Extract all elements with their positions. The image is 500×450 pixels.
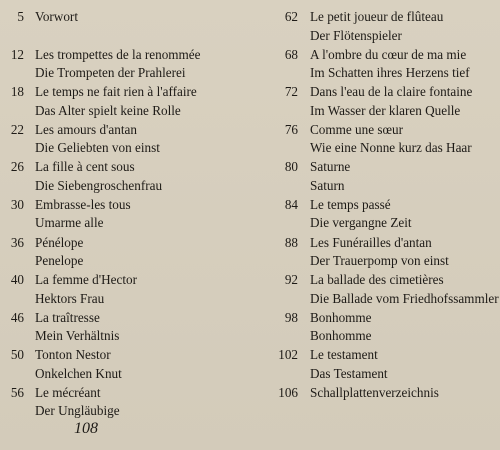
toc-title-german: Onkelchen Knut <box>35 365 122 381</box>
toc-title-german: Penelope <box>35 253 84 269</box>
toc-page-number: 72 <box>284 84 298 100</box>
toc-title-german: Das Alter spielt keine Rolle <box>35 102 181 118</box>
toc-title-french: Le mécréant <box>35 384 101 400</box>
toc-title-french: Le testament <box>310 347 378 363</box>
toc-entry <box>260 158 500 196</box>
toc-title-french: Dans l'eau de la claire fontaine <box>310 84 473 100</box>
toc-page-number: 84 <box>284 196 298 212</box>
toc-title-french: Les amours d'antan <box>35 121 137 137</box>
toc-title-german: Im Wasser der klaren Quelle <box>310 102 461 118</box>
toc-page-number: 12 <box>10 46 24 62</box>
toc-title-french: Comme une sœur <box>310 121 404 137</box>
toc-entry <box>0 46 250 84</box>
toc-page-number: 5 <box>17 9 24 24</box>
toc-page-number: 56 <box>10 384 24 400</box>
toc-column-left <box>0 8 250 422</box>
toc-title-german: Bonhomme <box>310 328 372 344</box>
toc-title-french: A l'ombre du cœur de ma mie <box>310 46 467 62</box>
toc-title-german: Die Ballade vom Friedhofssammler <box>310 290 499 306</box>
toc-title-french: Le temps passé <box>310 196 391 212</box>
toc-entry <box>260 8 500 46</box>
toc-title-french: Saturne <box>310 159 351 175</box>
toc-title-french: Pénélope <box>35 234 84 250</box>
toc-page-number: 102 <box>278 347 298 363</box>
toc-entry <box>0 8 250 46</box>
toc-page-number: 36 <box>10 234 24 250</box>
toc-title-french: Embrasse-les tous <box>35 196 131 212</box>
toc-page-number: 106 <box>278 384 298 400</box>
toc-page-number: 18 <box>10 84 24 100</box>
toc-title-german: Der Flötenspieler <box>310 27 402 43</box>
toc-title-german: Das Testament <box>310 365 388 381</box>
toc-title-german: Der Trauerpomp von einst <box>310 253 449 269</box>
toc-title-french: Le temps ne fait rien à l'affaire <box>35 84 197 100</box>
toc-entry <box>0 121 250 159</box>
toc-page-number: 46 <box>10 309 24 325</box>
toc-title-german: Umarme alle <box>35 215 104 231</box>
toc-title-french: La fille à cent sous <box>35 159 135 175</box>
toc-title-german: Die Geliebten von einst <box>35 140 160 156</box>
toc-title-french: Vorwort <box>35 9 78 24</box>
toc-title-french: La traîtresse <box>35 309 100 325</box>
toc-entry <box>260 46 500 84</box>
toc-title-french: Les trompettes de la renommée <box>35 46 201 62</box>
toc-entry <box>260 121 500 159</box>
toc-entry <box>0 346 250 384</box>
toc-page-number: 76 <box>284 121 298 137</box>
toc-title-french: La femme d'Hector <box>35 272 137 288</box>
toc-entry <box>0 196 250 234</box>
toc-entry <box>0 271 250 309</box>
toc-entry <box>260 196 500 234</box>
toc-entry <box>0 83 250 121</box>
toc-entry <box>0 234 250 272</box>
toc-title-german: Die Siebengroschenfrau <box>35 177 163 193</box>
toc-title-french: Schallplattenverzeichnis <box>310 384 439 400</box>
toc-entry <box>260 346 500 384</box>
toc-page-number: 50 <box>10 347 24 363</box>
toc-title-german: Wie eine Nonne kurz das Haar <box>310 140 472 156</box>
toc-entry <box>260 83 500 121</box>
toc-title-french: Le petit joueur de flûteau <box>310 9 444 24</box>
toc-title-french: La ballade des cimetières <box>310 272 444 288</box>
toc-page-number: 30 <box>10 196 24 212</box>
toc-title-german: Die Trompeten der Prahlerei <box>35 65 186 81</box>
toc-entry <box>0 309 250 347</box>
page-number: 108 <box>74 420 98 437</box>
toc-entry <box>260 234 500 272</box>
toc-entry <box>0 384 250 422</box>
toc-title-german: Mein Verhältnis <box>35 328 120 344</box>
toc-title-german: Saturn <box>310 177 345 193</box>
toc-page-number: 68 <box>284 46 298 62</box>
toc-page-number: 88 <box>284 234 298 250</box>
toc-title-german: Der Ungläubige <box>35 403 120 419</box>
toc-page-number: 26 <box>10 159 24 175</box>
toc-entry <box>260 271 500 309</box>
toc-page-number: 80 <box>284 159 298 175</box>
toc-entry <box>0 158 250 196</box>
toc-title-french: Tonton Nestor <box>35 347 111 363</box>
toc-entry <box>260 309 500 347</box>
toc-title-german: Im Schatten ihres Herzens tief <box>310 65 470 81</box>
toc-page-number: 98 <box>284 309 298 325</box>
toc-title-german: Hektors Frau <box>35 290 105 306</box>
toc-title-french: Bonhomme <box>310 309 372 325</box>
toc-column-right <box>260 8 500 422</box>
toc-page-number: 92 <box>284 272 298 288</box>
toc-page-number: 40 <box>10 272 24 288</box>
toc-title-german: Die vergangne Zeit <box>310 215 412 231</box>
toc-page-number: 62 <box>284 9 298 24</box>
toc-page-number: 22 <box>10 121 24 137</box>
toc-title-french: Les Funérailles d'antan <box>310 234 432 250</box>
toc-entry <box>260 384 500 422</box>
